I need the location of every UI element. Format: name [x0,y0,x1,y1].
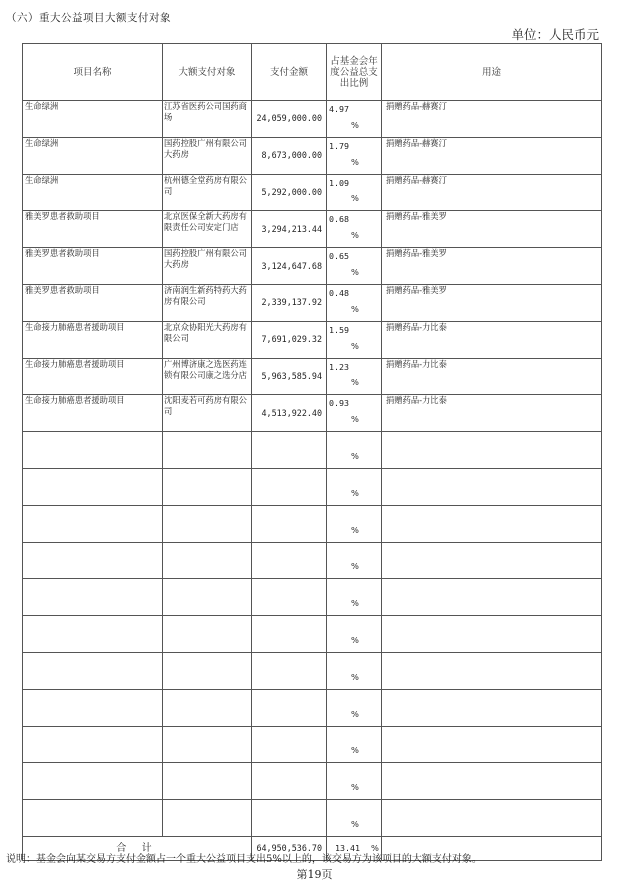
total-label: 合 计 [23,836,252,860]
cell-project [23,689,163,726]
share-value: 1.79 [329,140,349,151]
cell-payee [163,726,252,763]
table-row [23,726,602,763]
percent-sign: % [351,598,359,609]
cell-use: 捐赠药品-赫赛汀 [382,174,602,211]
cell-use: 捐赠药品-雅美罗 [382,211,602,248]
cell-share [327,174,382,211]
table-row [23,395,602,432]
percent-sign: % [351,745,359,756]
share-value: 1.59 [329,324,349,335]
header-use: 用途 [382,44,602,101]
percent-sign: % [351,818,359,829]
section-title: （六）重大公益项目大额支付对象 [6,12,171,24]
cell-amount [252,763,327,800]
cell-payee [163,505,252,542]
cell-use: 捐赠药品-雅美罗 [382,248,602,285]
cell-share [327,579,382,616]
cell-payee [163,763,252,800]
cell-share [327,321,382,358]
cell-payee: 国药控股广州有限公司大药房 [163,137,252,174]
header-amount: 支付金额 [252,44,327,101]
table-row [23,616,602,653]
cell-use [382,432,602,469]
cell-amount: 4,513,922.40 [252,395,327,432]
percent-sign: % [351,634,359,645]
cell-use: 捐赠药品-赫赛汀 [382,101,602,138]
cell-project [23,432,163,469]
cell-amount: 3,294,213.44 [252,211,327,248]
cell-share [327,137,382,174]
cell-use [382,468,602,505]
share-value: 0.68 [329,214,349,225]
cell-share [327,468,382,505]
page-number: 第19页 [296,868,333,881]
table-row [23,432,602,469]
table-row [23,652,602,689]
cell-amount: 8,673,000.00 [252,137,327,174]
cell-payee: 北京众协阳光大药房有限公司 [163,321,252,358]
cell-project: 生命接力肺癌患者援助项目 [23,395,163,432]
table-row [23,763,602,800]
cell-project: 生命绿洲 [23,174,163,211]
cell-share [327,101,382,138]
cell-project: 生命接力肺癌患者援助项目 [23,321,163,358]
cell-share [327,248,382,285]
cell-payee [163,542,252,579]
cell-payee: 广州博济康之选医药连锁有限公司康之选分店 [163,358,252,395]
cell-payee: 杭州德全堂药房有限公司 [163,174,252,211]
table-row [23,358,602,395]
percent-sign: % [351,156,359,167]
percent-sign: % [351,414,359,425]
percent-sign: % [351,487,359,498]
total-share-value: 13.41 [335,842,360,853]
share-value: 0.93 [329,398,349,409]
cell-project: 生命接力肺癌患者援助项目 [23,358,163,395]
cell-project: 生命绿洲 [23,137,163,174]
table-row [23,321,602,358]
cell-payee [163,689,252,726]
table-row [23,137,602,174]
cell-payee [163,616,252,653]
cell-use: 捐赠药品-雅美罗 [382,284,602,321]
header-project: 项目名称 [23,44,163,101]
cell-share [327,542,382,579]
header-share: 占基金会年度公益总支出比例 [327,44,382,101]
cell-amount [252,800,327,837]
cell-use [382,800,602,837]
percent-sign: % [351,193,359,204]
percent-sign: % [351,303,359,314]
percent-sign: % [351,230,359,241]
table-row [23,542,602,579]
table-row [23,248,602,285]
cell-amount: 24,059,000.00 [252,101,327,138]
percent-sign: % [351,119,359,130]
cell-amount [252,652,327,689]
cell-use [382,579,602,616]
cell-share [327,763,382,800]
cell-use: 捐赠药品-力比泰 [382,321,602,358]
cell-share [327,726,382,763]
cell-project [23,800,163,837]
cell-project: 雅美罗患者救助项目 [23,284,163,321]
cell-amount: 7,691,029.32 [252,321,327,358]
header-payee: 大额支付对象 [163,44,252,101]
percent-sign: % [351,450,359,461]
cell-use [382,726,602,763]
cell-amount [252,505,327,542]
cell-use: 捐赠药品-赫赛汀 [382,137,602,174]
table-row [23,101,602,138]
cell-amount [252,616,327,653]
cell-payee [163,468,252,505]
total-percent-sign: % [371,842,379,853]
cell-project [23,505,163,542]
cell-use [382,505,602,542]
table-header-row [23,44,602,101]
cell-project [23,616,163,653]
cell-project [23,468,163,505]
footnote: 说明：基金会向某交易方支付金额占一个重大公益项目支出5%以上的，该交易方为该项目的大额支付对象。 [6,854,482,865]
cell-payee [163,432,252,469]
cell-project [23,652,163,689]
share-value: 4.97 [329,104,349,114]
table-row [23,284,602,321]
percent-sign: % [351,561,359,572]
cell-amount: 3,124,647.68 [252,248,327,285]
cell-amount: 5,292,000.00 [252,174,327,211]
cell-amount [252,468,327,505]
cell-amount [252,726,327,763]
cell-use [382,763,602,800]
cell-payee [163,652,252,689]
share-value: 0.48 [329,287,349,298]
cell-payee [163,800,252,837]
cell-share [327,211,382,248]
cell-project: 生命绿洲 [23,101,163,138]
cell-project [23,726,163,763]
cell-amount [252,689,327,726]
percent-sign: % [351,266,359,277]
cell-project: 雅美罗患者救助项目 [23,248,163,285]
cell-payee: 江苏省医药公司国药商场 [163,101,252,138]
percent-sign: % [351,782,359,793]
cell-use [382,652,602,689]
table-row [23,174,602,211]
percent-sign: % [351,377,359,388]
cell-payee: 国药控股广州有限公司大药房 [163,248,252,285]
cell-share [327,505,382,542]
share-value: 1.09 [329,177,349,188]
table-row [23,468,602,505]
cell-share [327,358,382,395]
table-row [23,505,602,542]
table-row [23,689,602,726]
share-value: 0.65 [329,251,349,262]
cell-share [327,616,382,653]
cell-amount: 5,963,585.94 [252,358,327,395]
cell-use [382,542,602,579]
cell-share [327,652,382,689]
table-row [23,211,602,248]
cell-payee: 北京医保全新大药房有限责任公司安定门店 [163,211,252,248]
cell-use: 捐赠药品-力比泰 [382,358,602,395]
cell-use: 捐赠药品-力比泰 [382,395,602,432]
cell-share [327,395,382,432]
payment-table [22,43,602,861]
percent-sign: % [351,708,359,719]
percent-sign: % [351,524,359,535]
cell-use [382,616,602,653]
percent-sign: % [351,340,359,351]
share-value: 1.23 [329,361,349,372]
cell-amount: 2,339,137.92 [252,284,327,321]
cell-project [23,579,163,616]
cell-share [327,800,382,837]
cell-project [23,542,163,579]
cell-amount [252,542,327,579]
total-amount: 64,950,536.70 [252,836,327,860]
cell-use [382,689,602,726]
cell-project: 雅美罗患者救助项目 [23,211,163,248]
table-row [23,800,602,837]
percent-sign: % [351,671,359,682]
cell-payee: 济南润生新药特药大药房有限公司 [163,284,252,321]
cell-payee [163,579,252,616]
cell-share [327,432,382,469]
cell-payee: 沈阳麦若可药房有限公司 [163,395,252,432]
currency-unit: 单位：人民币元 [511,27,599,42]
cell-share [327,284,382,321]
cell-share [327,689,382,726]
cell-amount [252,579,327,616]
table-row [23,579,602,616]
cell-amount [252,432,327,469]
cell-project [23,763,163,800]
